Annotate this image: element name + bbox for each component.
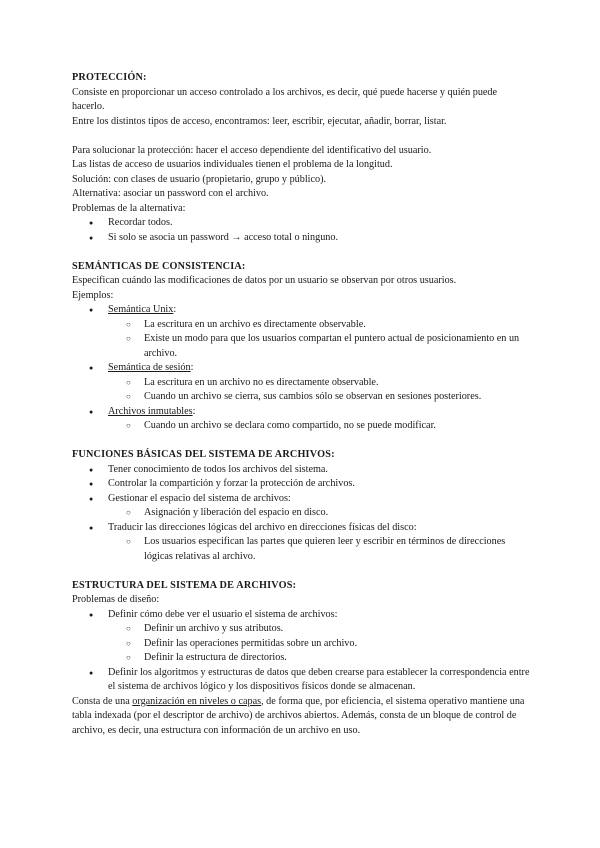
section-heading-estructura: ESTRUCTURA DEL SISTEMA DE ARCHIVOS: <box>72 579 297 591</box>
list-item <box>72 521 530 565</box>
list-item-text: Gestionar el espacio del sistema de archivos: <box>108 492 291 504</box>
paragraph: Entre los distintos tipos de acceso, encontramos: leer, escribir, ejecutar, añadir, borrar, listar. <box>72 115 447 127</box>
list-item: ● Si solo se asocia un password → acceso total o ninguno. <box>72 231 530 246</box>
paragraph: Solución: con clases de usuario (propietario, grupo y público). <box>72 173 327 185</box>
paragraph: Problemas de la alternativa: <box>72 202 186 214</box>
organizacion-niveles-text: organización en niveles o capas <box>132 695 262 707</box>
paragraph: Especifican cuándo las modificaciones de datos por un usuario se observan por otros usuarios. <box>72 275 457 286</box>
list-item-text: Definir cómo debe ver el usuario el sistema de archivos: <box>108 608 338 620</box>
list-item: ● Recordar todos. <box>72 216 530 231</box>
paragraph: Para solucionar la protección: hacer el acceso dependiente del identificativo del usuario. <box>72 144 432 156</box>
archivos-inmutables-label: Archivos inmutables <box>108 405 193 417</box>
text-run: Consta de una <box>72 695 133 707</box>
sub-list-item: ○ Existe un modo para que los usuarios compartan el puntero actual de posicionamiento en un archivo. <box>72 332 530 361</box>
section-heading-proteccion: PROTECCIÓN: <box>72 72 147 83</box>
list-item-text: Traducir las direcciones lógicas del archivo en direcciones físicas del disco: <box>108 521 417 533</box>
bullet-list <box>72 216 530 245</box>
semantica-sesion-label: Semántica de sesión <box>108 362 191 373</box>
list-item: ● Controlar la compartición y forzar la protección de archivos. <box>72 477 530 492</box>
bullet-list <box>72 463 530 565</box>
sub-list-item: ○ Los usuarios especifican las partes que quieren leer y escribir en términos de direcciones lógicas relativas al archivo. <box>72 535 530 564</box>
paragraph-final <box>72 695 530 739</box>
section-heading-funciones: FUNCIONES BÁSICAS DEL SISTEMA DE ARCHIVOS: <box>72 449 335 460</box>
list-item: ● Tener conocimiento de todos los archivos del sistema. <box>72 463 530 478</box>
sub-list-item: ○ Definir las operaciones permitidas sobre un archivo. <box>72 637 530 652</box>
list-item: ● Archivos inmutables: ○ Cuando un archivo se declara como compartido, no se puede modificar. <box>72 405 530 434</box>
list-item: ● Semántica Unix: ○ La escritura en un archivo es directamente observable. ○ Existe un modo para que los usuarios compartan el puntero actual de posicionamiento en un archivo. <box>72 303 530 361</box>
sub-list-item: ○ Asignación y liberación del espacio en disco. <box>72 506 530 521</box>
sub-list-item: ○ Cuando un archivo se cierra, sus cambios sólo se observan en sesiones posteriores. <box>72 390 530 405</box>
section-heading-semanticas: SEMÁNTICAS DE CONSISTENCIA: <box>72 260 246 272</box>
paragraph: Las listas de acceso de usuarios individuales tienen el problema de la longitud. <box>72 159 393 170</box>
list-item <box>72 608 530 666</box>
sub-list <box>108 376 530 405</box>
paragraph: Alternativa: asociar un password con el archivo. <box>72 188 269 199</box>
paragraph: Problemas de diseño: <box>72 594 160 605</box>
bullet-list <box>72 303 530 434</box>
sub-list <box>108 535 530 564</box>
bullet-list <box>72 608 530 695</box>
sub-list-item: ○ La escritura en un archivo es directamente observable. <box>72 318 530 333</box>
sub-list <box>108 318 530 362</box>
list-item: ● Semántica de sesión: ○ La escritura en un archivo no es directamente observable. ○ Cuando un archivo se cierra, sus cambios sólo se observan en sesiones posteriores. <box>72 361 530 405</box>
sub-list-item: ○ La escritura en un archivo no es directamente observable. <box>72 376 530 391</box>
sub-list <box>108 419 530 434</box>
list-item <box>72 492 530 521</box>
sub-list-item: ○ Cuando un archivo se declara como compartido, no se puede modificar. <box>72 419 530 434</box>
paragraph: Ejemplos: <box>72 289 114 301</box>
text-run: , de forma que, por eficiencia, el sistema operativo mantiene una tabla indexada (por el descriptor de archivo) de archivos abiertos. Además, consta de un bloque de control de archivo, es decir, una estructura con información de un archivo en uso. <box>72 695 525 736</box>
sub-list <box>108 506 530 521</box>
paragraph: Consiste en proporcionar un acceso controlado a los archivos, es decir, qué puede hacerse y quién puede hacerlo. <box>72 86 498 112</box>
semantica-unix-label: Semántica Unix <box>108 304 174 315</box>
sub-list-item: ○ Definir un archivo y sus atributos. <box>72 622 530 637</box>
document-content <box>72 71 530 738</box>
list-item: ● Definir los algoritmos y estructuras de datos que deben crearse para establecer la correspondencia entre el sistema de archivos lógico y los dispositivos físicos donde se almacenan. <box>72 666 530 695</box>
sub-list-item: ○ Definir la estructura de directorios. <box>72 651 530 666</box>
sub-list <box>108 622 530 666</box>
